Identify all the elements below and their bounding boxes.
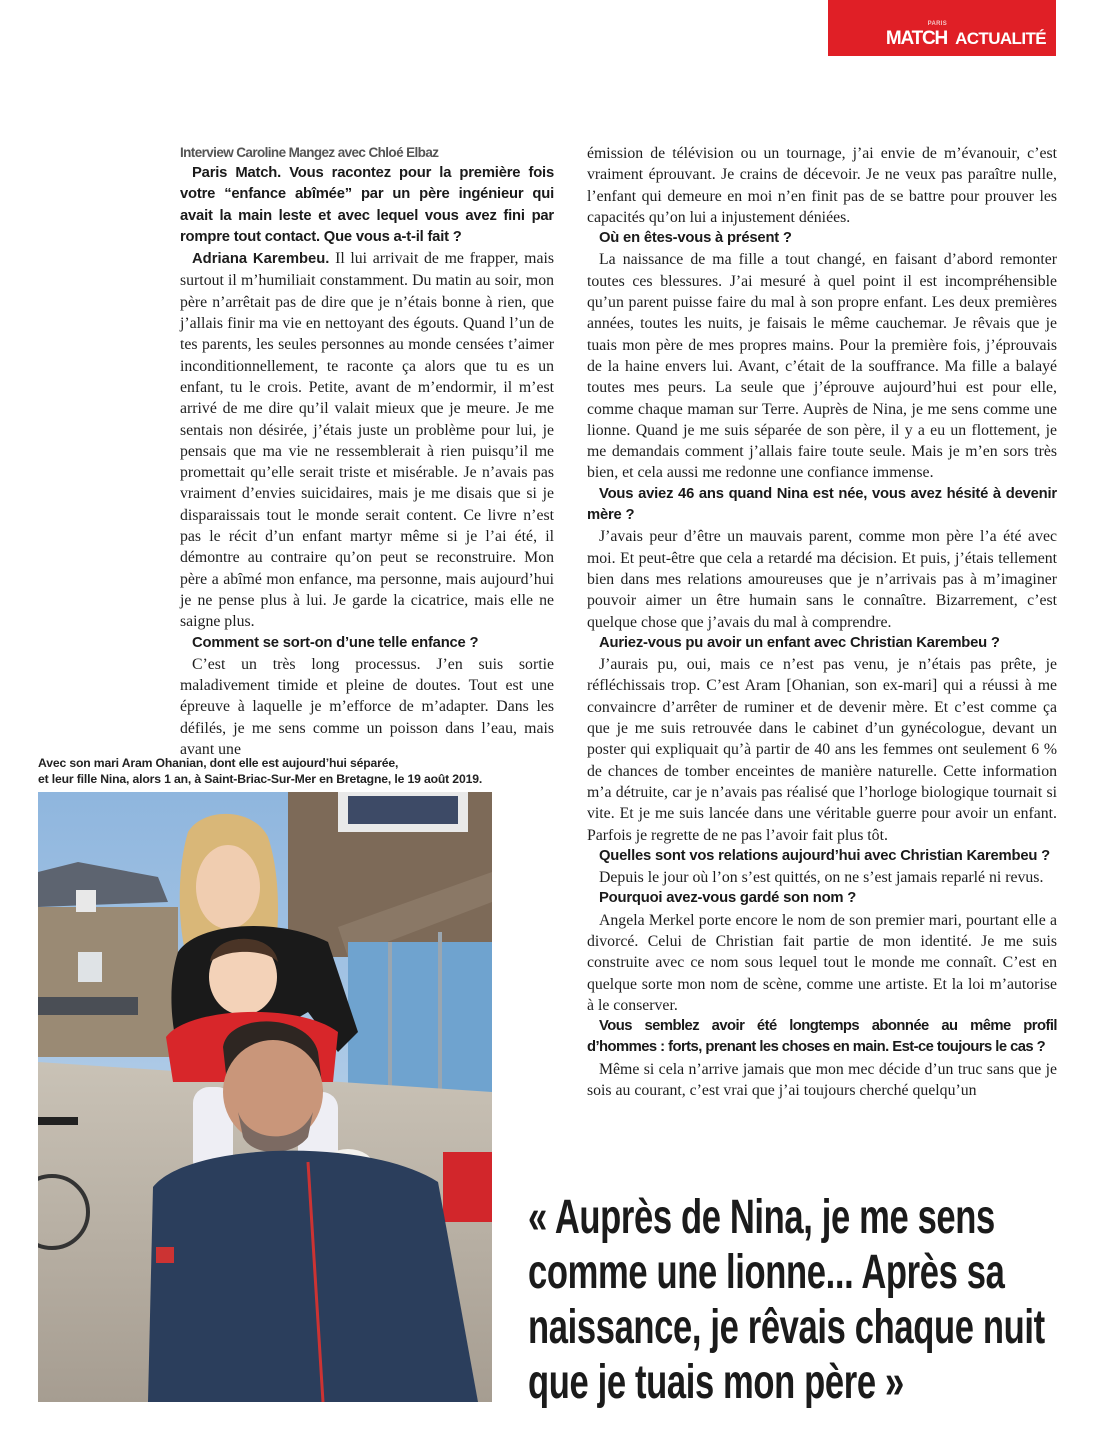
answer-continuation: émission de télévision ou un tournage, j’ai envie de m’évanouir, c’est vraiment éprouvant. Je crains de décevoir. Je ne veux pas paraître nulle, l’enfant qui demeure en moi n’en finit pas de se battre pour prouver les capacités qu’on lui a injustement déniées. [587, 145, 1057, 226]
interview-question: Vous semblez avoir été longtemps abonnée au même profil d’hommes : forts, prenant les choses en main. Est-ce toujours le cas ? [587, 1018, 1057, 1056]
interview-question: Où en êtes-vous à présent ? [599, 230, 792, 247]
woman-face [196, 845, 260, 929]
photo-illustration [38, 792, 492, 1402]
interview-answer: Depuis le jour où l’on s’est quittés, on ne s’est jamais reparlé ni revus. [599, 869, 1044, 887]
shop-awning [38, 997, 138, 1015]
interview-question: Vous aviez 46 ans quand Nina est née, vous avez hésité à devenir mère ? [587, 485, 1057, 524]
article-byline: Interview Caroline Mangez avec Chloé Elbaz [180, 145, 439, 160]
man-jacket [148, 1151, 478, 1402]
interview-answer: C’est un très long processus. J’en suis sortie maladivement timide et pleine de doutes. Tout est une épreuve à laquelle je m’efforce de m’adapter. Dans les défilés, je me sens comme un poisson dans l’eau, mais avant une [180, 655, 554, 759]
article-column-right [587, 143, 1057, 1101]
photo-caption [38, 756, 558, 787]
stone-house [38, 907, 178, 1057]
answer-text: Il lui arrivait de me frapper, mais surtout il m’humiliait constamment. Du matin au soir, mon père n’arrêtait pas de dire que je n’étais bonne à rien, que j’allais finir ma vie en nettoyant des égouts. Quand l’un de tes parents, les seules personnes au monde censées t’aimer inconditionnellement, te raconte ça alors que tu es un enfant, tu le crois. Petite, avant de m’endormir, il m’est arrivé de me dire qu’il valait mieux que je meure. Je me sentais non désirée, j’étais juste un problème pour lui, je pensais que ma vie ne ressemblerait à rien puisqu’il me promettait qu’elle serait triste et misérable. Je n’avais pas vraiment d’envies suicidaires, mais je me disais que si je disparaissais tout le monde serait content. Ce livre n’est pas le récit d’un enfant martyr même si je l’ai été, il démontre au contraire qu’on peut se reconstruire. Mon père a abîmé mon enfance, ma personne, mais aujourd’hui je ne pense plus à lui. Je garde la cicatrice, mais elle ne saigne plus. [180, 250, 554, 631]
interview-question: Pourquoi avez-vous gardé son nom ? [599, 890, 857, 907]
interview-question: Paris Match. Vous racontez pour la première fois votre “enfance abîmée” par un père ingénieur qui avait la main leste et avec lequel vous avez fini par rompre tout contact. Que vous a-t-il fait ? [180, 165, 554, 245]
interview-question: Comment se sort-on d’une telle enfance ? [192, 634, 479, 651]
pull-quote-line: comme une lionne... Après sa [528, 1246, 1005, 1299]
interview-answer: J’aurais pu, oui, mais ce n’est pas venu, je n’étais pas prête, je réfléchissais trop. C’est Aram [Ohanian, son ex-mari] qui a réussi à me convaincre d’arrêter de ruminer et de devenir mère. Et c’est comme ça que je me suis retrouvée dans le cabinet d’un gynécologue, devant un poster qui expliquait qu’à partir de 40 ans les femmes ont seulement 6 % de chances de tomber enceintes de manière naturelle. Cette information m’a détruite, car je n’avais pas réalisé que l’horloge biologique tournait si vite. Et je me suis lancée dans une véritable guerre pour avoir un enfant. Parfois je regrette de ne pas l’avoir fait plus tôt. [587, 656, 1057, 844]
red-chair [443, 1152, 492, 1222]
section-label: ACTUALITÉ [955, 29, 1046, 48]
family-photo [38, 792, 492, 1402]
interview-question: Quelles sont vos relations aujourd’hui avec Christian Karembeu ? [599, 847, 1050, 864]
poster-image [348, 796, 458, 824]
dormer-window [76, 890, 96, 912]
house-window [78, 952, 102, 982]
pull-quote-line: que je tuais mon père » [528, 1356, 904, 1409]
interview-answer: Angela Merkel porte encore le nom de son premier mari, pourtant elle a divorcé. Celui de Christian fait partie de mon identité. Je me suis construite avec ce nom sous lequel tout le monde me connaît. C’est en quelque sorte mon nom de scène, comme une artiste. Et la loi m’autorise à le conserver. [587, 911, 1057, 1014]
paris-match-logo [886, 21, 947, 48]
brand-name: MATCH [885, 28, 948, 49]
interview-answer [180, 248, 554, 632]
pull-quote-line: naissance, je rêvais chaque nuit [528, 1301, 1045, 1354]
article-column-left [180, 143, 554, 760]
pull-quote [528, 1190, 1045, 1410]
photo-caption-line: Avec son mari Aram Ohanian, dont elle est aujourd’hui séparée, [38, 756, 399, 770]
pull-quote-line: « Auprès de Nina, je me sens [528, 1191, 995, 1244]
interview-answer: Même si cela n’arrive jamais que mon mec décide d’un truc sans que je sois au courant, c’est vrai que j’ai toujours cherché quelqu’un [587, 1060, 1057, 1100]
section-header-tab [828, 0, 1056, 56]
jacket-badge [156, 1247, 174, 1263]
brand-small-text: PARIS [927, 21, 948, 27]
interview-answer: La naissance de ma fille a tout changé, en faisant d’abord remonter toutes ces blessures. J’ai mesuré à quel point il est incompréhensible qu’un parent puisse faire du mal à son propre enfant. Les deux premières années, toutes les nuits, je faisais le même cauchemar. Je rêvais que je tuais mon père de mes propres mains. Pour la première fois, j’éprouvais de la haine envers lui. Avant, c’était de la souffrance. Ma fille a balayé toutes mes peurs. La seule que j’éprouve aujourd’hui est pour elle, comme chaque maman sur Terre. Auprès de Nina, je me sens comme une lionne. Quand je me suis séparée de son père, il y a eu un flottement, je me demandais comment j’allais faire toute seule. Mais je m’en sors très bien, et cela aussi me redonne une confiance immense. [587, 251, 1057, 482]
interview-answer: J’avais peur d’être un mauvais parent, comme mon père l’a été avec moi. Et peut-être que cela a retardé ma décision. Et puis, j’étais tellement bien dans mes relations amoureuses que je n’arrivais pas à m’imaginer pouvoir aimer un être humain sans le connaître. Bizarrement, c’est quelque chose que j’avais du mal à comprendre. [587, 528, 1057, 631]
speaker-name: Adriana Karembeu. [192, 251, 330, 268]
bicycle-handlebar [38, 1117, 78, 1125]
window-frame [438, 932, 442, 1112]
photo-caption-line: et leur fille Nina, alors 1 an, à Saint-Briac-Sur-Mer en Bretagne, le 19 août 2019. [38, 771, 483, 786]
interview-question: Auriez-vous pu avoir un enfant avec Christian Karembeu ? [599, 634, 1000, 651]
